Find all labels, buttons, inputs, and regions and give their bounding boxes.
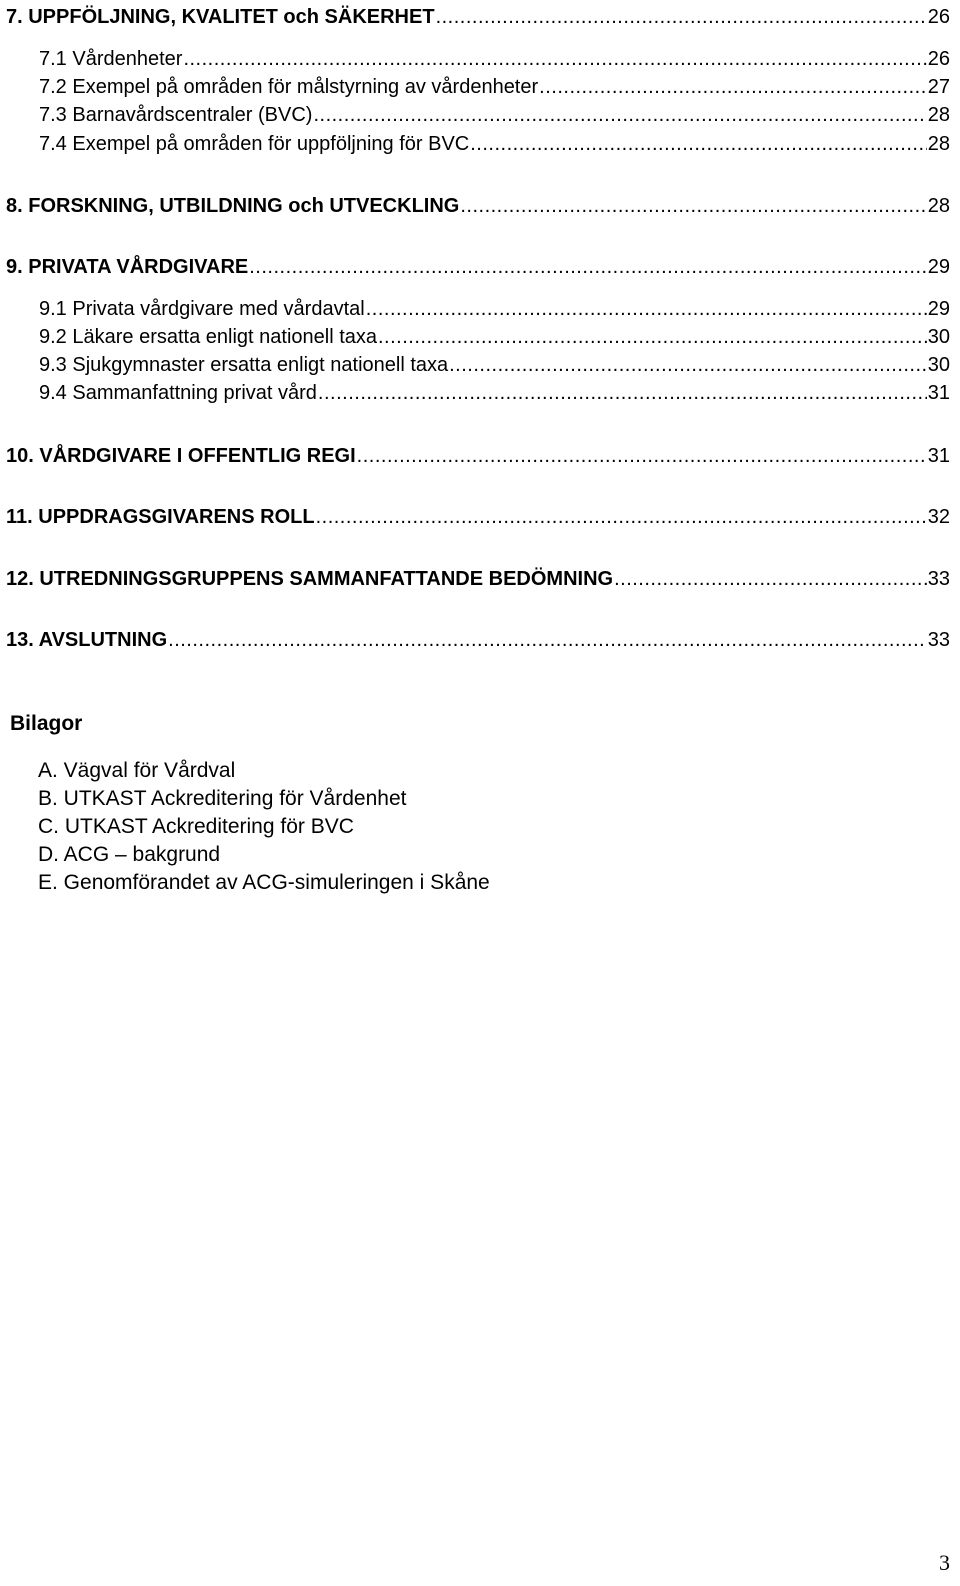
toc-entry-12[interactable] bbox=[6, 564, 950, 594]
toc-entry-page: 26 bbox=[927, 48, 950, 70]
appendix-item-a: A. Vägval för Vårdval bbox=[38, 759, 236, 782]
toc-entry-11[interactable] bbox=[6, 502, 950, 532]
toc-entry-page: 33 bbox=[927, 629, 950, 651]
toc-dot-leader bbox=[313, 100, 926, 130]
appendix-item-e: E. Genomförandet av ACG-simuleringen i Skåne bbox=[38, 871, 490, 894]
toc-dot-leader bbox=[316, 502, 927, 532]
page-number: 3 bbox=[939, 1550, 950, 1575]
toc-entry-page: 28 bbox=[927, 195, 950, 217]
toc-entry-9-4[interactable] bbox=[6, 378, 950, 408]
toc-entry-title: 11. UPPDRAGSGIVARENS ROLL bbox=[6, 506, 315, 528]
toc-entry-10[interactable] bbox=[6, 441, 950, 471]
toc-entry-title: 9.4 Sammanfattning privat vård bbox=[39, 382, 317, 404]
toc-dot-leader bbox=[168, 625, 927, 655]
toc-entry-page: 30 bbox=[927, 354, 950, 376]
toc-dot-leader bbox=[436, 2, 927, 32]
toc-entry-title: 8. FORSKNING, UTBILDNING och UTVECKLING bbox=[6, 195, 460, 217]
toc-entry-9-1[interactable] bbox=[6, 294, 950, 324]
toc-entry-title: 9. PRIVATA VÅRDGIVARE bbox=[6, 256, 249, 278]
toc-entry-page: 32 bbox=[927, 506, 950, 528]
appendix-item-c: C. UTKAST Ackreditering för BVC bbox=[38, 815, 354, 838]
toc-dot-leader bbox=[318, 378, 927, 408]
toc-entry-9-3[interactable] bbox=[6, 350, 950, 380]
toc-entry-title: 7. UPPFÖLJNING, KVALITET och SÄKERHET bbox=[6, 6, 435, 28]
toc-entry-title: 7.4 Exempel på områden för uppföljning för BVC bbox=[39, 133, 470, 155]
toc-entry-page: 29 bbox=[927, 298, 950, 320]
toc-entry-page: 33 bbox=[927, 568, 950, 590]
toc-entry-page: 30 bbox=[927, 326, 950, 348]
toc-entry-page: 31 bbox=[927, 445, 950, 467]
toc-entry-title: 7.3 Barnavårdscentraler (BVC) bbox=[39, 104, 313, 126]
toc-entry-7-2[interactable] bbox=[6, 72, 950, 102]
toc-entry-page: 31 bbox=[927, 382, 950, 404]
toc-entry-8[interactable] bbox=[6, 191, 950, 221]
toc-entry-title: 10. VÅRDGIVARE I OFFENTLIG REGI bbox=[6, 445, 356, 467]
toc-dot-leader bbox=[449, 350, 927, 380]
toc-entry-title: 7.2 Exempel på områden för målstyrning av vårdenheter bbox=[39, 76, 539, 98]
appendix-heading: Bilagor bbox=[10, 712, 83, 735]
toc-dot-leader bbox=[378, 322, 927, 352]
toc-entry-title: 13. AVSLUTNING bbox=[6, 629, 168, 651]
toc-dot-leader bbox=[614, 564, 927, 594]
toc-entry-13[interactable] bbox=[6, 625, 950, 655]
appendix-item-d: D. ACG – bakgrund bbox=[38, 843, 221, 866]
toc-dot-leader bbox=[366, 294, 927, 324]
toc-entry-title: 7.1 Vårdenheter bbox=[39, 48, 183, 70]
toc-entry-page: 29 bbox=[927, 256, 950, 278]
appendix-item-b: B. UTKAST Ackreditering för Vårdenhet bbox=[38, 787, 407, 810]
appendix-list bbox=[38, 757, 490, 897]
toc-dot-leader bbox=[460, 191, 926, 221]
toc-entry-7-1[interactable] bbox=[6, 44, 950, 74]
toc-entry-page: 28 bbox=[927, 133, 950, 155]
toc-dot-leader bbox=[539, 72, 927, 102]
toc-dot-leader bbox=[357, 441, 927, 471]
toc-dot-leader bbox=[249, 252, 927, 282]
toc-entry-7[interactable] bbox=[6, 2, 950, 32]
toc-entry-9[interactable] bbox=[6, 252, 950, 282]
toc-entry-title: 12. UTREDNINGSGRUPPENS SAMMANFATTANDE BEDÖMNING bbox=[6, 568, 614, 590]
toc-entry-7-3[interactable] bbox=[6, 100, 950, 130]
toc-entry-9-2[interactable] bbox=[6, 322, 950, 352]
toc-entry-page: 28 bbox=[927, 104, 950, 126]
toc-dot-leader bbox=[183, 44, 926, 74]
toc-entry-7-4[interactable] bbox=[6, 129, 950, 159]
toc-dot-leader bbox=[470, 129, 927, 159]
toc-entry-title: 9.1 Privata vårdgivare med vårdavtal bbox=[39, 298, 365, 320]
toc-entry-page: 26 bbox=[927, 6, 950, 28]
toc-entry-page: 27 bbox=[927, 76, 950, 98]
toc-entry-title: 9.3 Sjukgymnaster ersatta enligt nationell taxa bbox=[39, 354, 449, 376]
toc-entry-title: 9.2 Läkare ersatta enligt nationell taxa bbox=[39, 326, 377, 348]
